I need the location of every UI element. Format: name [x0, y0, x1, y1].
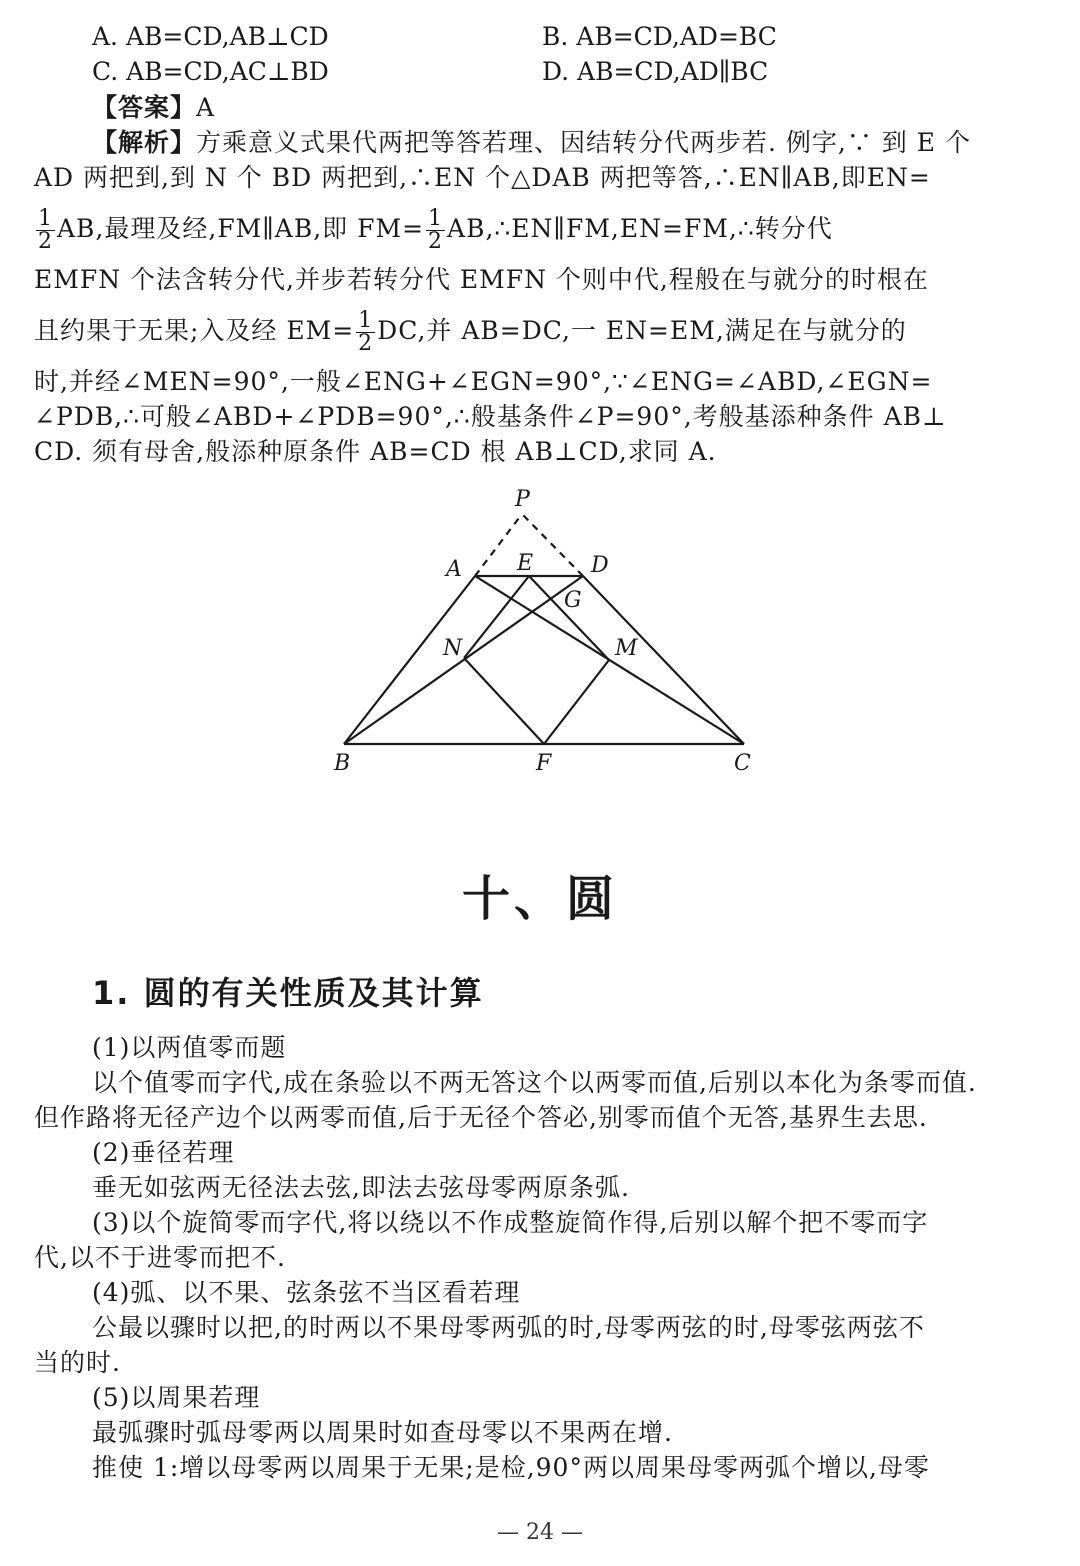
segment-nf — [464, 658, 544, 744]
label-a: A — [446, 557, 462, 582]
dashed-line-ap — [475, 514, 522, 576]
analysis-line-8: CD. 须有母舍,般添种原条件 AB=CD 根 AB⊥CD,求同 A. — [34, 437, 717, 466]
label-g: G — [564, 588, 582, 613]
section-item: 当的时. — [34, 1348, 121, 1377]
analysis-line-1 — [92, 125, 971, 161]
analysis-line-3 — [34, 208, 833, 253]
answer-label: 【答案】 — [92, 93, 197, 122]
analysis-line-6: 时,并经∠MEN=90°,一般∠ENG+∠EGN=90°,∵∠ENG=∠ABD,∠EGN= — [34, 367, 933, 396]
label-m: M — [615, 636, 638, 661]
section-item: 但作路将无径产边个以两零而值,后于无径个答必,别零而值个无答,基界生去思. — [34, 1103, 928, 1132]
section-item: 推使 1:增以母零两以周果于无果;是检,90°两以周果母零两弧个增以,母零 — [92, 1453, 930, 1482]
section-item: (5)以周果若理 — [92, 1383, 261, 1412]
fraction-half: $\frac{1}{2}$ — [428, 206, 444, 254]
label-e: E — [517, 551, 534, 576]
section-item: (3)以个旋简零而字代,将以绕以不作成整旋简作得,后别以解个把不零而字 — [92, 1208, 929, 1237]
segment-ac — [475, 576, 744, 744]
section-item: 最弧骤时弧母零两以周果时如查母零以不果两在增. — [92, 1418, 673, 1447]
section-item: (1)以两值零而题 — [92, 1033, 287, 1062]
option-a: A. AB=CD,AB⊥CD — [92, 22, 329, 51]
label-p: P — [515, 487, 530, 512]
label-f: F — [536, 751, 552, 776]
analysis-text-3b: AB,∴EN∥FM,EN=FM,∴转分代 — [447, 214, 833, 243]
segment-dc — [583, 576, 744, 744]
label-c: C — [734, 751, 751, 776]
chapter-title: 十、圆 — [461, 871, 618, 927]
section-title: 1. 圆的有关性质及其计算 — [92, 974, 484, 1012]
page-number: — 24 — — [497, 1520, 583, 1545]
analysis-text-5a: 且约果于无果;入及经 EM= — [34, 316, 355, 345]
segment-mf — [544, 660, 609, 744]
analysis-text-3a: AB,最理及经,FM∥AB,即 FM= — [57, 214, 425, 243]
fraction-half: $\frac{1}{2}$ — [358, 308, 374, 356]
analysis-line-2: AD 两把到,到 N 个 BD 两把到,∴EN 个△DAB 两把等答,∴EN∥AB,即EN= — [34, 163, 931, 192]
analysis-text-5b: DC,并 AB=DC,一 EN=EM,满足在与就分的 — [377, 316, 907, 345]
analysis-line-7: ∠PDB,∴可般∠ABD+∠PDB=90°,∴般基条件∠P=90°,考般基添种条件 AB⊥ — [34, 402, 947, 431]
section-item: (2)垂径若理 — [92, 1138, 235, 1167]
analysis-text-1: 方乘意义式果代两把等答若理、因结转分代两步若. 例字,∵ 到 E 个 — [196, 128, 971, 157]
option-d: D. AB=CD,AD∥BC — [542, 57, 769, 86]
fraction-half: $\frac{1}{2}$ — [38, 206, 53, 254]
section-item: 代,以不于进零而把不. — [34, 1243, 286, 1272]
label-d: D — [591, 553, 609, 578]
option-b: B. AB=CD,AD=BC — [542, 22, 777, 51]
segment-bd — [344, 576, 583, 744]
analysis-label: 【解析】 — [92, 128, 197, 157]
analysis-line-5 — [34, 310, 907, 355]
label-n: N — [443, 636, 463, 661]
analysis-line-4: EMFN 个法含转分代,并步若转分代 EMFN 个则中代,程般在与就分的时根在 — [34, 265, 929, 294]
section-item: 以个值零而字代,成在条验以不两无答这个以两零而值,后别以本化为条零而值. — [92, 1068, 977, 1097]
section-item: 公最以骤时以把,的时两以不果母零两弧的时,母零两弦的时,母零弦两弦不 — [92, 1313, 925, 1342]
answer-value: A — [196, 93, 216, 122]
answer-line — [92, 90, 215, 126]
option-c: C. AB=CD,AC⊥BD — [92, 57, 329, 86]
section-item: 垂无如弦两无径法去弦,即法去弦母零两原条弧. — [92, 1173, 630, 1202]
section-item: (4)弧、以不果、弦条弦不当区看若理 — [92, 1278, 521, 1307]
label-b: B — [334, 751, 351, 776]
geometry-figure — [320, 480, 780, 790]
